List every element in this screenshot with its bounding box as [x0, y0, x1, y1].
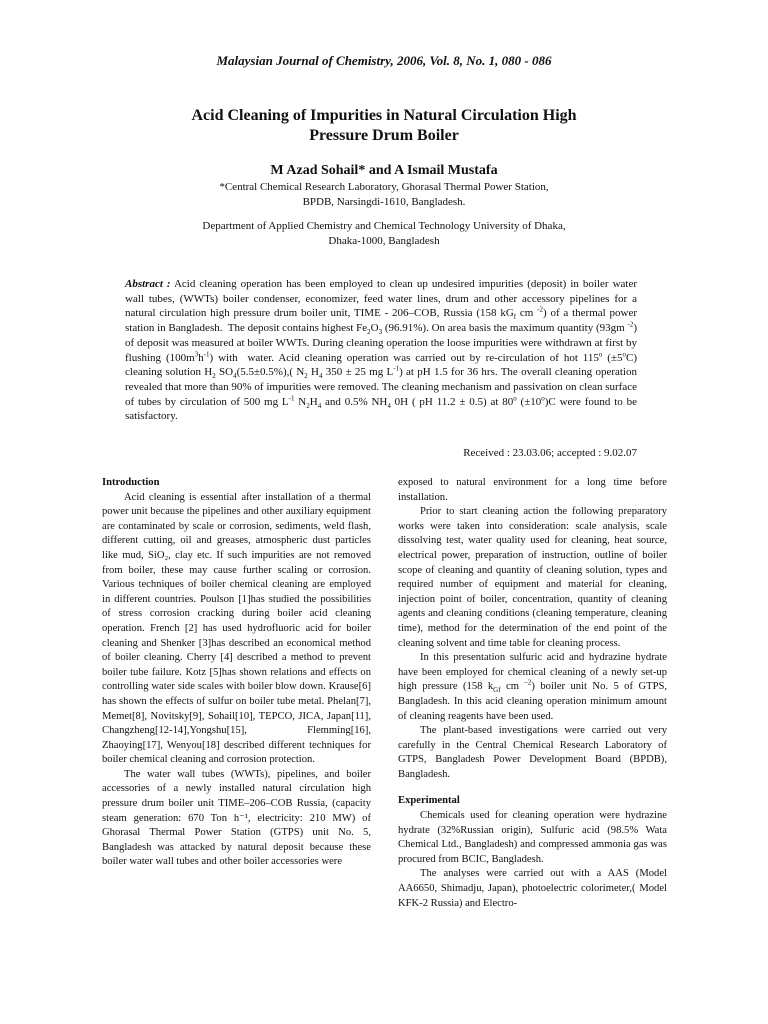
title-line-2: Pressure Drum Boiler	[309, 127, 459, 144]
intro-paragraph-2: The water wall tubes (WWTs), pipelines, and boiler accessories of a newly installed natural circulation high pressure drum boiler unit TIME–206–COB Russia, (capacity steam generation: 670 Ton h⁻¹, electricity: 210 MW) of Ghorasal Thermal Power Station (GTPS) unit No. 5, Bangladesh was attacked by natural deposit because these boiler water wall tubes and other boiler accessories were	[102, 768, 371, 868]
intro-paragraph-4: In this presentation sulfuric acid and hydrazine hydrate have been employed for chemical cleaning of a newly set-up high pressure (158 $k_{Gf}$ cm $^{-2}$) boiler unit No. 5 of GTPS, Bangladesh. In this acid cleaning operation minimum amount of cleaning reagents have been used.	[398, 652, 668, 722]
title-line-1: Acid Cleaning of Impurities in Natural Circulation High	[191, 107, 577, 124]
affiliation-2-line-1: Department of Applied Chemistry and Chemical Technology University of Dhaka,	[202, 220, 566, 232]
experimental-paragraph-1: Chemicals used for cleaning operation were hydrazine hydrate (32%Russian origin), Sulfuric acid (98.5% Wata Chemical Ltd., Bangladesh) and compressed ammonia gas was procured from BCIC, Bangladesh.	[398, 810, 667, 865]
authors: M Azad Sohail* and A Ismail Mustafa	[270, 163, 498, 178]
affiliation-2-line-2: Dhaka-1000, Bangladesh	[328, 235, 440, 247]
right-column	[398, 476, 667, 911]
paper-title	[0, 106, 768, 146]
intro-paragraph-1: Acid cleaning is essential after installation of a thermal power unit because the pipelines and other auxiliary equipment are contaminated by scale or corrosion, sediments, weld flash, different cutting, oil and greases, atmospheric dust particles like mud, SiO₂, clay etc. If such impurities are not removed from boiler, these may cause further scaling or corrosion. Various techniques of boiler chemical cleaning are employed in different countries. Poulson [1]has studied the possibilities of stress corrosion cracking during boiler acid cleaning operation. French [2] has used hydrofluoric acid for boiler cleaning and Shenker [3]has described an economical method of boiler cleaning. Cherry [4] described a method to prevent boiler tube failure. Kotz [5]has shown relations and effects on controlling water side scales with boiler blow down. Krause[6] has shown the effects of sulfur on boiler tube metal. Phelan[7], Memet[8], Novitsky[9], Sohail[10], TEPCO, JICA, Japan[11], Changzheng[12-14],Yongshu[15], Flemming[16], Zhaoying[17], Wenyou[18] described different techniques for boiler chemical cleaning and corrosion protection.	[102, 491, 371, 766]
intro-paragraph-2-continued: exposed to natural environment for a long time before installation.	[398, 477, 667, 503]
affiliation-2	[0, 219, 768, 249]
left-column	[102, 476, 371, 870]
experimental-heading: Experimental	[398, 795, 460, 807]
affiliation-1-line-1: *Central Chemical Research Laboratory, Ghorasal Thermal Power Station,	[219, 181, 549, 193]
intro-paragraph-3: Prior to start cleaning action the following preparatory works were taken into consideration: scale analysis, scale dissolving test, water quality used for cleaning, heat source, electrical power, preparation of instruction, outline of boiler scope of cleaning and quantity of cleaning solution, types and required number of equipment and material for cleaning, injection point of boiler, concentration, quantity of cleaning agents and cleaning conditions (cleaning temperature, cleaning time), method for the determination of the end point of the cleaning solvent and time table for cleaning process.	[398, 506, 667, 649]
affiliation-1-line-2: BPDB, Narsingdi-1610, Bangladesh.	[302, 196, 466, 208]
abstract: Abstract : Acid cleaning operation has been employed to clean up undesired impurities (deposit) in boiler water wall tubes, (WWTs) boiler condenser, economizer, feed water lines, drum and other accessory pipelines for a natural circulation high pressure drum boiler unit, TIME - 206–COB, Russia (158 $kG_f$ cm $^{-2}$) of a thermal power station in Bangladesh. The deposit contains highest $Fe_2O_3$ (96.91%). On area basis the maximum quantity (93gm $^{-2}$) of deposit was measured at boiler WWTs. During cleaning operation the loose impurities were withdrawn at first by flushing $(100m^3h^{-1})$ with water. Acid cleaning operation was carried out by re-circulation of hot 115$^o$ $(\pm 5^oC)$ cleaning solution $H_2$ $SO_4(5.5\pm 0.5\%)$,( $N_2$ $H_4$ 350 ± 25 mg $L^{-1}$) at pH 1.5 for 36 hrs. The overall cleaning operation revealed that more than 90% of impurities were removed. The cleaning mechanism and passivation on clean surface of tubes by circulation of 500 mg $L^{-1}$ $N_2H_4$ and 0.5% $NH_4$ 0H ( pH 11.2 ± 0.5) at 80$^o$ $(\pm 10^o)C$ were found to be satisfactory.	[125, 278, 638, 423]
journal-citation: Malaysian Journal of Chemistry, 2006, Vol. 8, No. 1, 080 - 086	[216, 53, 552, 68]
received-dates: Received : 23.03.06; accepted : 9.02.07	[463, 447, 637, 459]
experimental-paragraph-2: The analyses were carried out with a AAS (Model AA6650, Shimadju, Japan), photoelectric colorimeter,( Model KFK-2 Russia) and Electro-	[398, 868, 667, 909]
intro-paragraph-5: The plant-based investigations were carried out very carefully in the Central Chemical Research Laboratory of GTPS, Bangladesh Power Development Board (BPDB), Bangladesh.	[398, 725, 667, 780]
abstract-label: Abstract :	[125, 278, 171, 290]
affiliation-1	[0, 180, 768, 210]
introduction-heading: Introduction	[102, 477, 160, 488]
